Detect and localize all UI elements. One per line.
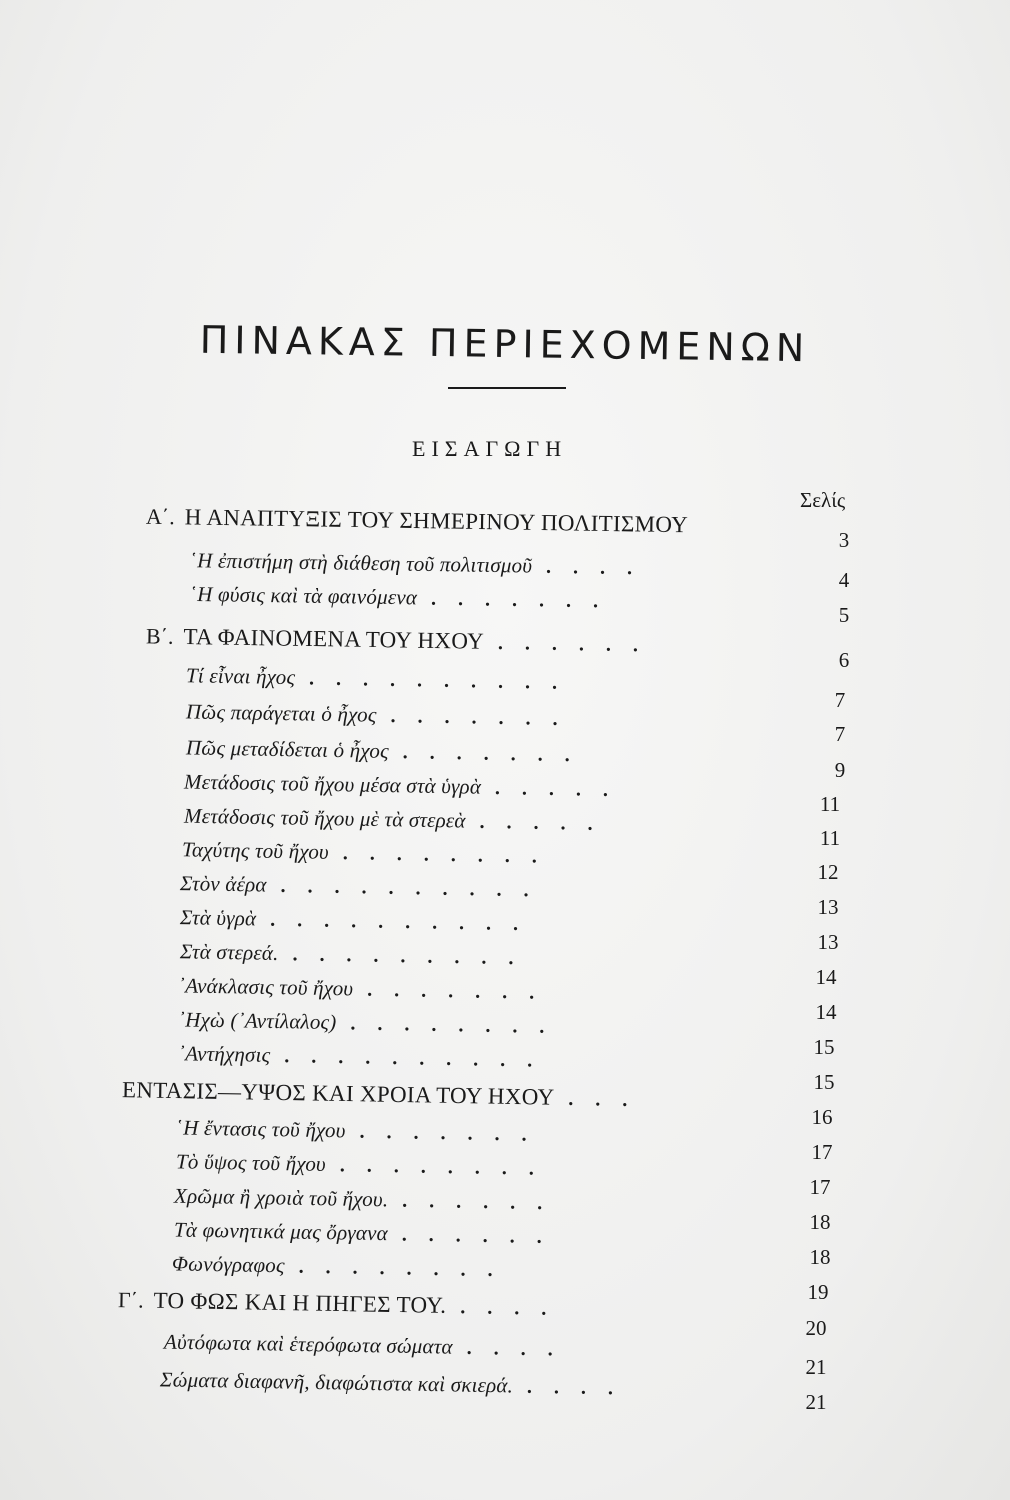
title-underline bbox=[448, 387, 566, 389]
toc-entry bbox=[182, 837, 723, 871]
toc-entry bbox=[190, 582, 721, 615]
leader-dots: ....... bbox=[367, 978, 557, 1004]
page-number: 6 bbox=[838, 648, 850, 672]
toc-entry bbox=[178, 1041, 725, 1076]
part-letter: Α΄. bbox=[145, 503, 175, 530]
entry-title: ῾Η ἐπιστήμη στὴ διάθεση τοῦ πολιτισμοῦ bbox=[189, 548, 533, 578]
leader-dots: ...... bbox=[401, 1223, 564, 1249]
entry-title: Τὰ φωνητικά μας ὄργανα bbox=[173, 1217, 389, 1246]
page-number: 18 bbox=[809, 1210, 831, 1234]
page-number: 21 bbox=[805, 1390, 827, 1414]
leader-dots: ....... bbox=[390, 704, 580, 731]
toc-entry bbox=[186, 699, 711, 733]
leader-dots: ... bbox=[568, 1087, 650, 1112]
toc-entry bbox=[190, 548, 676, 581]
entry-title: Η ΑΝΑΠΤΥΞΙΣ ΤΟΥ ΣΗΜΕΡΙΝΟΥ ΠΟΛΙΤΙΣΜΟΥ bbox=[184, 504, 689, 538]
part-letter: Β΄. bbox=[145, 623, 174, 649]
toc-entry bbox=[176, 1149, 710, 1183]
leader-dots: ...... bbox=[497, 631, 661, 657]
section-heading-introduction: ΕΙΣΑΓΩΓΗ bbox=[412, 436, 568, 461]
leader-dots: .......... bbox=[284, 1045, 555, 1072]
entry-title: ῾Η φύσις καὶ τὰ φαινόμενα bbox=[189, 581, 418, 610]
toc-entry bbox=[160, 1367, 697, 1401]
toc-entry bbox=[184, 804, 680, 838]
toc-entry bbox=[186, 735, 713, 769]
toc-entry bbox=[174, 1217, 692, 1251]
entry-title: Στὰ στερεά. bbox=[179, 939, 279, 965]
leader-dots: ....... bbox=[359, 1120, 549, 1146]
leader-dots: ....... bbox=[402, 741, 592, 767]
leader-dots: .... bbox=[460, 1296, 569, 1321]
entry-title: ᾿Ανάκλασις τοῦ ἤχου bbox=[177, 973, 354, 1001]
part-letter: Γ΄. bbox=[117, 1287, 144, 1313]
page-number: 14 bbox=[815, 965, 837, 989]
page-number: 13 bbox=[817, 930, 839, 954]
page-number: 9 bbox=[834, 758, 846, 782]
entry-title: Χρῶμα ἢ χροιὰ τοῦ ἤχου. bbox=[173, 1183, 389, 1212]
entry-title: Ταχύτης τοῦ ἤχου bbox=[181, 837, 330, 864]
page-number: 20 bbox=[805, 1316, 827, 1340]
leader-dots: .... bbox=[545, 555, 655, 580]
leader-dots: ..... bbox=[479, 810, 615, 836]
page-number: 13 bbox=[817, 895, 839, 919]
entry-title: ΤΑ ΦΑΙΝΟΜΕΝΑ ΤΟΥ ΗΧΟΥ bbox=[183, 624, 485, 654]
entry-title: Αὐτόφωτα καὶ ἑτερόφωτα σώματα bbox=[163, 1329, 453, 1359]
page-number: 5 bbox=[838, 603, 850, 627]
leader-dots: ....... bbox=[430, 587, 621, 613]
toc-entry bbox=[186, 663, 729, 697]
leader-dots: .......... bbox=[308, 667, 580, 695]
page-number: 21 bbox=[805, 1355, 827, 1379]
entry-title: ᾿Ηχὼ (᾿Αντίλαλος) bbox=[177, 1007, 337, 1035]
toc-entry bbox=[118, 1287, 671, 1323]
toc-entry bbox=[180, 905, 741, 940]
entry-title: ᾿Αντήχησις bbox=[177, 1041, 271, 1067]
toc-entry bbox=[178, 973, 708, 1007]
toc-entry bbox=[174, 1184, 673, 1218]
toc-entry bbox=[178, 1007, 711, 1041]
leader-dots: ........ bbox=[339, 1154, 557, 1180]
page-number: 11 bbox=[819, 826, 841, 850]
page-number: 12 bbox=[817, 860, 839, 884]
leader-dots: .......... bbox=[270, 908, 541, 936]
leader-dots: ...... bbox=[402, 1189, 565, 1215]
entry-title: ῾Η ἔντασις τοῦ ἤχου bbox=[175, 1115, 346, 1143]
page-number: 4 bbox=[838, 568, 850, 592]
toc-entry bbox=[164, 1330, 667, 1364]
entry-title: Μετάδοσις τοῦ ἤχου μέσα στὰ ὑγρὰ bbox=[183, 769, 482, 799]
entry-title: Σώματα διαφανῆ, διαφώτιστα καὶ σκιερά. bbox=[159, 1367, 514, 1398]
entry-title: Τί εἶναι ἦχος bbox=[185, 663, 296, 690]
toc-entry bbox=[122, 1077, 679, 1113]
entry-title: Πῶς παράγεται ὁ ἦχος bbox=[185, 699, 377, 727]
entry-title: Φωνόγραφος bbox=[171, 1251, 285, 1278]
toc-entry bbox=[146, 623, 728, 658]
leader-dots: .......... bbox=[280, 874, 551, 902]
leader-dots: ..... bbox=[494, 776, 631, 802]
leader-dots: ........ bbox=[298, 1255, 515, 1282]
entry-title: Στὸν ἀέρα bbox=[179, 871, 267, 897]
toc-entry bbox=[180, 871, 741, 906]
page-number: 16 bbox=[811, 1105, 833, 1129]
toc-entry bbox=[176, 1115, 700, 1149]
leader-dots: ........ bbox=[350, 1012, 567, 1039]
page-number: 7 bbox=[834, 688, 846, 712]
page-column-label: Σελίς bbox=[800, 488, 846, 512]
toc-entry bbox=[184, 770, 695, 804]
page-number: 15 bbox=[813, 1035, 835, 1059]
entry-title: ΤΟ ΦΩΣ ΚΑΙ Η ΠΗΓΕΣ ΤΟΥ. bbox=[153, 1287, 447, 1318]
entry-title: ΕΝΤΑΣΙΣ—ΥΨΟΣ ΚΑΙ ΧΡΟΙΑ ΤΟΥ ΗΧΟΥ bbox=[121, 1077, 555, 1110]
entry-title: Στὰ ὑγρὰ bbox=[179, 905, 257, 931]
page-number: 19 bbox=[807, 1280, 829, 1304]
page-number: 11 bbox=[819, 792, 841, 816]
entry-title: Πῶς μεταδίδεται ὁ ἦχος bbox=[185, 735, 389, 763]
page-number: 15 bbox=[813, 1070, 835, 1094]
leader-dots: ........ bbox=[342, 842, 560, 868]
page-number: 7 bbox=[834, 722, 846, 746]
leader-dots: ......... bbox=[292, 943, 536, 970]
entry-title: Τὸ ὕψος τοῦ ἤχου bbox=[175, 1149, 327, 1176]
entry-title: Μετάδοσις τοῦ ἤχου μὲ τὰ στερεὰ bbox=[183, 803, 466, 833]
page-title: ΠΙΝΑΚΑΣ ΠΕΡΙΕΧΟΜΕΝΩΝ bbox=[199, 317, 811, 371]
toc-entry bbox=[146, 504, 688, 539]
page-number: 3 bbox=[838, 528, 850, 552]
page-number: 18 bbox=[809, 1245, 831, 1269]
toc-entry bbox=[172, 1251, 699, 1285]
leader-dots: .... bbox=[466, 1336, 575, 1361]
page-number: 17 bbox=[809, 1175, 831, 1199]
page-number: 14 bbox=[815, 1000, 837, 1024]
page-number: 17 bbox=[811, 1140, 833, 1164]
leader-dots: .... bbox=[526, 1375, 636, 1400]
toc-entry bbox=[180, 939, 723, 973]
